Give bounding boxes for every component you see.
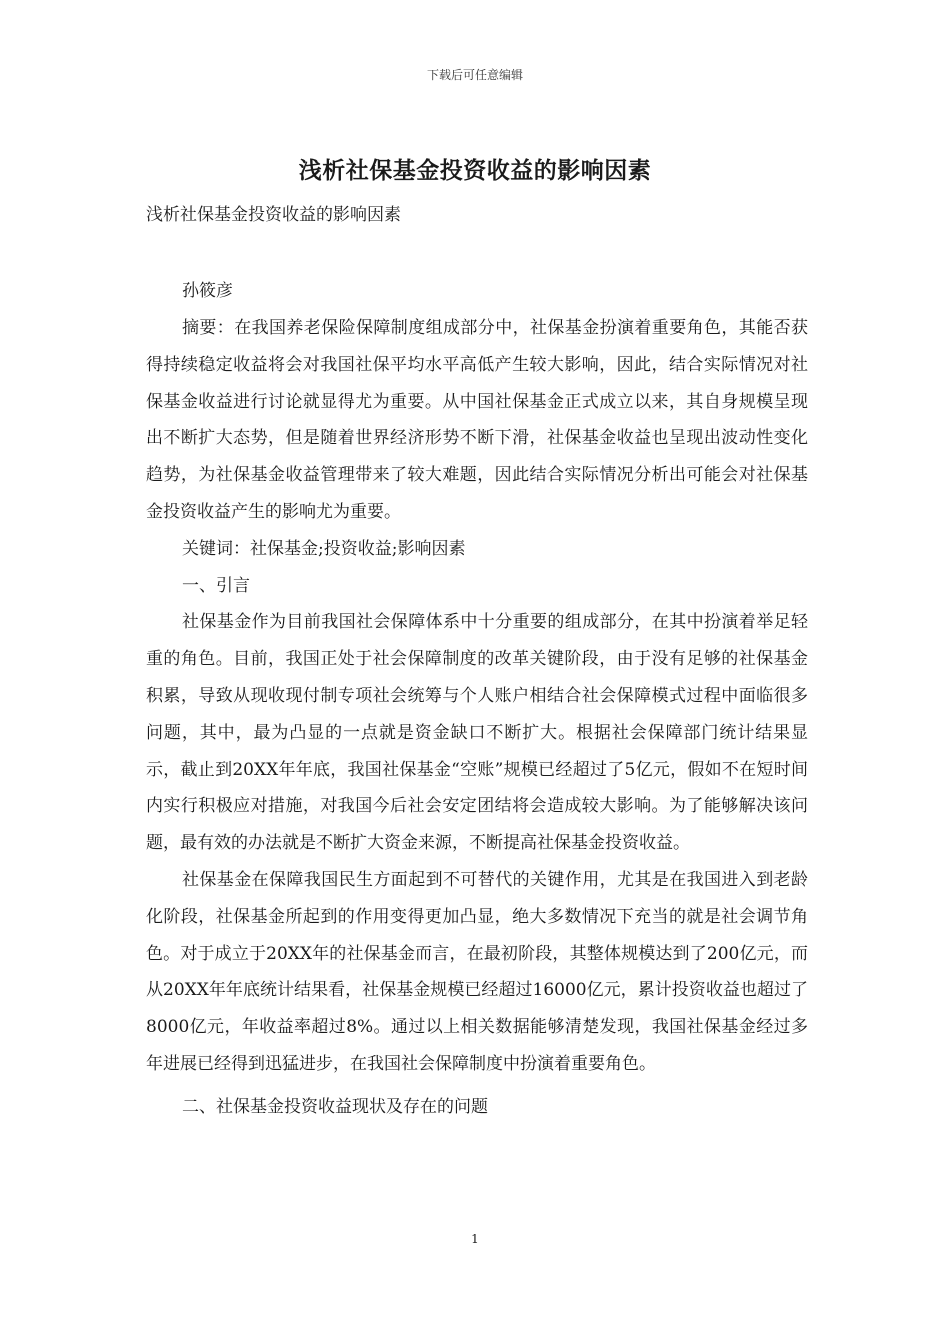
section-heading-introduction: 一、引言 (182, 575, 250, 596)
body-paragraph: 社保基金在保障我国民生方面起到不可替代的关键作用，尤其是在我国进入到老龄化阶段，社保基金所起到的作用变得更加凸显，绝大多数情况下充当的就是社会调节角色。对于成立于20XX年的社保基金而言，在最初阶段，其整体规模达到了200亿元，而从20XX年年底统计结果看，社保基金规模已经超过16000亿元，累计投资收益也超过了8000亿元，年收益率超过8%。通过以上相关数据能够清楚发现，我国社保基金经过多年进展已经得到迅猛进步，在我国社会保障制度中扮演着重要角色。 (146, 869, 808, 1074)
section-heading-status: 二、社保基金投资收益现状及存在的问题 (182, 1096, 488, 1117)
author-name: 孙筱彦 (182, 281, 233, 301)
page-number: 1 (471, 1232, 479, 1246)
keywords-line: 关键词：社保基金;投资收益;影响因素 (182, 538, 466, 559)
document-subtitle: 浅析社保基金投资收益的影响因素 (146, 205, 401, 225)
page-header-note: 下载后可任意编辑 (426, 68, 523, 82)
document-body (146, 310, 808, 1126)
document-title: 浅析社保基金投资收益的影响因素 (298, 157, 652, 184)
body-paragraph: 社保基金作为目前我国社会保障体系中十分重要的组成部分，在其中扮演着举足轻重的角色。目前，我国正处于社会保障制度的改革关键阶段，由于没有足够的社保基金积累，导致从现收现付制专项社会统筹与个人账户相结合社会保障模式过程中面临很多问题，其中，最为凸显的一点就是资金缺口不断扩大。根据社会保障部门统计结果显示，截止到20XX年年底，我国社保基金“空账”规模已经超过了5亿元，假如不在短时间内实行积极应对措施，对我国今后社会安定团结将会造成较大影响。为了能够解决该问题，最有效的办法就是不断扩大资金来源，不断提高社保基金投资收益。 (146, 612, 808, 854)
abstract-paragraph: 摘要：在我国养老保险保障制度组成部分中，社保基金扮演着重要角色，其能否获得持续稳定收益将会对我国社保平均水平高低产生较大影响，因此，结合实际情况对社保基金收益进行讨论就显得尤为重要。从中国社保基金正式成立以来，其自身规模呈现出不断扩大态势，但是随着世界经济形势不断下滑，社保基金收益也呈现出波动性变化趋势，为社保基金收益管理带来了较大难题，因此结合实际情况分析出可能会对社保基金投资收益产生的影响尤为重要。 (146, 318, 808, 522)
